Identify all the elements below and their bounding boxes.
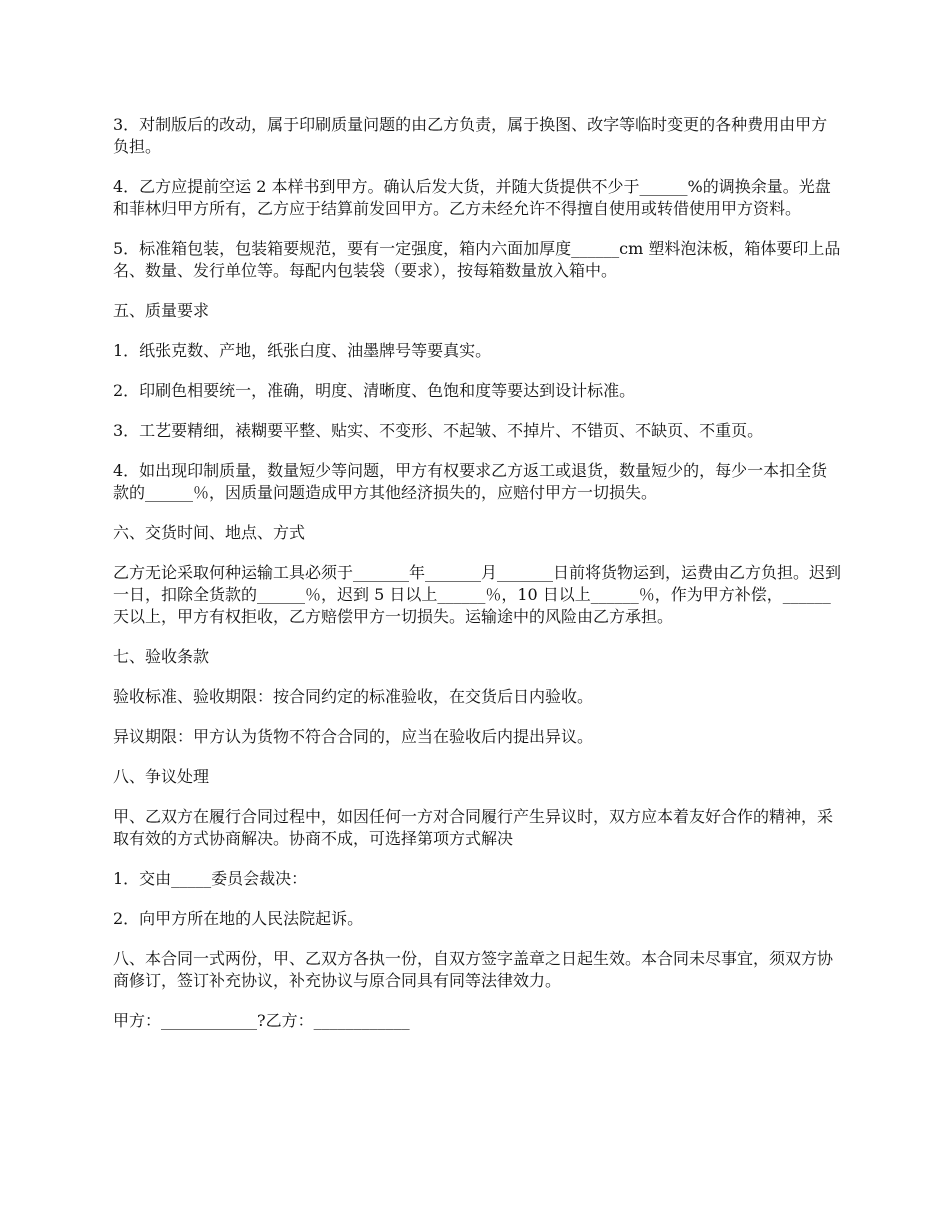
delivery-terms: 乙方无论采取何种运输工具必须于_______年_______月_______日前将货物运到，运费由乙方负担。迟到一日，扣除全货款的______％，迟到 5 日以上______％，10 日以上______％，作为甲方补偿，______天以上，甲方有权拒收，乙方赔偿甲方一切损失。运输途中的风险由乙方承担。 [113,563,842,626]
document-body [113,114,841,1050]
contract-copies-clause: 八、本合同一式两份，甲、乙双方各执一份，自双方签字盖章之日起生效。本合同未尽事宜，须双方协商修订，签订补充协议，补充协议与原合同具有同等法律效力。 [113,949,834,990]
section-heading-delivery: 六、交货时间、地点、方式 [113,523,306,542]
dispute-option-2: 2．向甲方所在地的人民法院起诉。 [113,909,364,928]
dispute-option-1: 1．交由_____委员会裁决： [113,869,308,888]
clause-3-plate-changes: 3．对制版后的改动，属于印刷质量问题的由乙方负责，属于换图、改字等临时变更的各种费用由甲方负担。 [113,115,828,156]
quality-item-2: 2．印刷色相要统一，准确，明度、清晰度、色饱和度等要达到设计标准。 [113,381,636,400]
section-heading-acceptance: 七、验收条款 [113,647,210,666]
dispute-resolution: 甲、乙双方在履行合同过程中，如因任何一方对合同履行产生异议时，双方应本着友好合作的精神，采取有效的方式协商解决。协商不成，可选择第项方式解决 [113,807,834,848]
clause-4-samples: 4．乙方应提前空运 2 本样书到甲方。确认后发大货，并随大货提供不少于______%的调换余量。光盘和菲林归甲方所有，乙方应于结算前发回甲方。乙方未经允许不得擅自使用或转借使用甲方资料。 [113,177,831,218]
objection-period: 异议期限：甲方认为货物不符合合同的，应当在验收后内提出异议。 [113,727,594,746]
quality-item-4: 4．如出现印制质量，数量短少等问题，甲方有权要求乙方返工或退货，数量短少的，每少一本扣全货款的______％，因质量问题造成甲方其他经济损失的，应赔付甲方一切损失。 [113,461,828,502]
clause-5-packaging: 5．标准箱包装，包装箱要规范，要有一定强度，箱内六面加厚度______cm 塑料泡沫板，箱体要印上品名、数量、发行单位等。每配内包装袋（要求），按每箱数量放入箱中。 [113,239,841,280]
acceptance-standard: 验收标准、验收期限：按合同约定的标准验收，在交货后日内验收。 [113,687,594,706]
quality-item-3: 3．工艺要精细，裱糊要平整、贴实、不变形、不起皱、不掉片、不错页、不缺页、不重页。 [113,421,764,440]
section-heading-quality: 五、质量要求 [113,301,210,320]
section-heading-dispute: 八、争议处理 [113,767,210,786]
quality-item-1: 1．纸张克数、产地，纸张白度、油墨牌号等要真实。 [113,341,492,360]
signature-line: 甲方：____________?乙方：____________ [113,1011,410,1030]
